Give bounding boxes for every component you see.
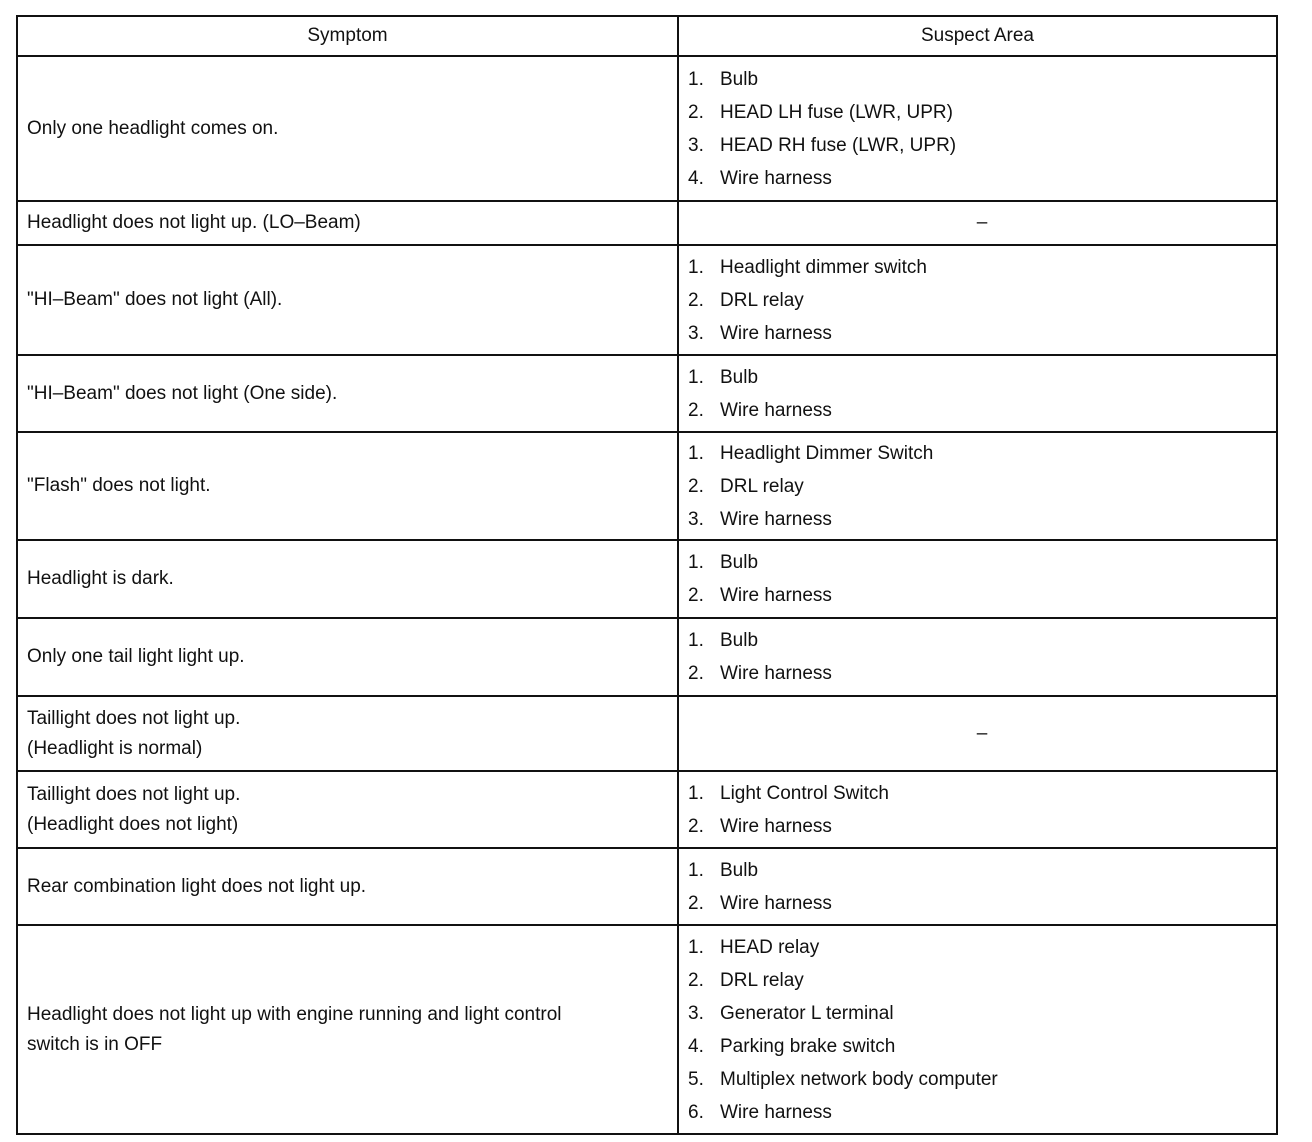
- item-text: Parking brake switch: [720, 1035, 896, 1057]
- none-dash: –: [976, 722, 988, 744]
- table-row: [17, 540, 1277, 618]
- table-body: [17, 56, 1277, 1134]
- suspect-item: [688, 1063, 1276, 1096]
- item-text: HEAD RH fuse (LWR, UPR): [720, 134, 957, 156]
- suspect-area-cell: [678, 540, 1277, 618]
- suspect-area-cell: [678, 618, 1277, 696]
- item-number: 1.: [688, 366, 704, 388]
- suspect-item: [688, 810, 1276, 843]
- symptom-text: Headlight does not light up with engine running and light control: [27, 1003, 562, 1025]
- table-row: [17, 355, 1277, 432]
- suspect-area-cell: [678, 432, 1277, 540]
- suspect-area-cell: [678, 56, 1277, 201]
- suspect-area-cell: [678, 848, 1277, 925]
- symptom-cell: [17, 201, 678, 245]
- table-row: [17, 848, 1277, 925]
- suspect-item: [688, 579, 1276, 612]
- item-number: 1.: [688, 936, 704, 958]
- item-text: Bulb: [720, 552, 759, 573]
- item-text: Bulb: [720, 630, 759, 651]
- suspect-item: [688, 657, 1276, 690]
- suspect-area-cell: [678, 925, 1277, 1134]
- header-symptom: Symptom: [17, 16, 678, 56]
- item-text: Wire harness: [720, 815, 832, 837]
- header-suspect-area: Suspect Area: [678, 16, 1277, 56]
- suspect-item: [688, 284, 1276, 317]
- suspect-item: [688, 546, 1276, 579]
- symptom-cell: [17, 540, 678, 618]
- symptom-text: "Flash" does not light.: [27, 475, 211, 496]
- item-number: 2.: [688, 585, 704, 606]
- item-text: Wire harness: [720, 508, 832, 530]
- item-number: 1.: [688, 442, 704, 464]
- item-number: 1.: [688, 256, 704, 278]
- suspect-item: [688, 854, 1276, 887]
- symptom-text: Only one headlight comes on.: [27, 117, 279, 139]
- table-row: [17, 201, 1277, 245]
- symptom-text: Rear combination light does not light up.: [27, 875, 367, 897]
- symptom-cell: [17, 696, 678, 771]
- item-text: Wire harness: [720, 1101, 832, 1123]
- item-number: 3.: [688, 508, 704, 530]
- item-text: Headlight Dimmer Switch: [720, 442, 934, 464]
- item-number: 6.: [688, 1101, 704, 1123]
- item-number: 5.: [688, 1068, 704, 1090]
- suspect-area-cell: [678, 355, 1277, 432]
- symptom-cell: [17, 848, 678, 925]
- item-number: 3.: [688, 134, 704, 156]
- suspect-item: [688, 964, 1276, 997]
- item-number: 2.: [688, 101, 704, 123]
- item-text: Bulb: [720, 859, 759, 881]
- table-row: [17, 245, 1277, 355]
- item-text: Wire harness: [720, 585, 832, 606]
- symptom-cell: [17, 618, 678, 696]
- item-number: 2.: [688, 969, 704, 991]
- item-number: 2.: [688, 815, 704, 837]
- symptom-text: (Headlight is normal): [27, 737, 203, 759]
- table-row: [17, 56, 1277, 201]
- suspect-item: [688, 394, 1276, 427]
- suspect-item: [688, 96, 1276, 129]
- table-row: [17, 618, 1277, 696]
- item-number: 2.: [688, 475, 704, 497]
- suspect-item: [688, 437, 1276, 470]
- item-text: Wire harness: [720, 663, 832, 684]
- symptom-text: Taillight does not light up.: [27, 783, 241, 805]
- symptom-cell: [17, 56, 678, 201]
- suspect-area-cell: [678, 696, 1277, 771]
- symptom-text: switch is in OFF: [27, 1033, 163, 1055]
- item-text: Wire harness: [720, 167, 832, 189]
- symptom-text: Headlight is dark.: [27, 568, 174, 589]
- item-number: 1.: [688, 630, 704, 651]
- item-number: 2.: [688, 289, 704, 311]
- item-text: Bulb: [720, 68, 759, 90]
- item-number: 2.: [688, 892, 704, 914]
- suspect-item: [688, 317, 1276, 350]
- item-number: 2.: [688, 399, 704, 421]
- suspect-item: [688, 624, 1276, 657]
- item-text: DRL relay: [720, 289, 804, 311]
- suspect-item: [688, 470, 1276, 503]
- table-row: [17, 771, 1277, 848]
- suspect-item: [688, 1030, 1276, 1063]
- table-row: [17, 696, 1277, 771]
- item-number: 1.: [688, 552, 704, 573]
- item-number: 2.: [688, 663, 704, 684]
- suspect-item: [688, 887, 1276, 920]
- item-text: HEAD relay: [720, 936, 820, 958]
- suspect-item: [688, 162, 1276, 195]
- symptom-text: (Headlight does not light): [27, 813, 239, 835]
- suspect-item: [688, 251, 1276, 284]
- suspect-item: [688, 63, 1276, 96]
- suspect-item: [688, 997, 1276, 1030]
- item-number: 3.: [688, 1002, 704, 1024]
- suspect-item: [688, 1096, 1276, 1129]
- symptom-text: Headlight does not light up. (LO–Beam): [27, 212, 361, 233]
- troubleshooting-table: [16, 15, 1278, 1135]
- item-text: Light Control Switch: [720, 782, 889, 804]
- table-row: [17, 432, 1277, 540]
- item-number: 1.: [688, 782, 704, 804]
- suspect-area-cell: [678, 201, 1277, 245]
- item-text: Multiplex network body computer: [720, 1068, 998, 1090]
- suspect-item: [688, 361, 1276, 394]
- symptom-text: "HI–Beam" does not light (All).: [27, 289, 283, 310]
- symptom-text: Taillight does not light up.: [27, 707, 241, 729]
- item-text: DRL relay: [720, 475, 804, 497]
- header-row: [17, 16, 1277, 56]
- item-text: Generator L terminal: [720, 1002, 894, 1024]
- item-text: Bulb: [720, 366, 759, 388]
- item-text: Wire harness: [720, 892, 832, 914]
- item-text: Wire harness: [720, 399, 832, 421]
- item-text: DRL relay: [720, 969, 804, 991]
- item-number: 4.: [688, 1035, 704, 1057]
- suspect-item: [688, 503, 1276, 536]
- item-number: 3.: [688, 322, 704, 344]
- suspect-item: [688, 777, 1276, 810]
- symptom-cell: [17, 771, 678, 848]
- suspect-area-cell: [678, 245, 1277, 355]
- symptom-cell: [17, 925, 678, 1134]
- suspect-area-cell: [678, 771, 1277, 848]
- item-text: HEAD LH fuse (LWR, UPR): [720, 101, 953, 123]
- symptom-cell: [17, 245, 678, 355]
- suspect-item: [688, 129, 1276, 162]
- item-text: Headlight dimmer switch: [720, 256, 927, 278]
- item-number: 1.: [688, 68, 704, 90]
- none-dash: –: [976, 212, 988, 233]
- table-row: [17, 925, 1277, 1134]
- symptom-cell: [17, 355, 678, 432]
- symptom-text: Only one tail light light up.: [27, 646, 245, 667]
- symptom-cell: [17, 432, 678, 540]
- suspect-item: [688, 931, 1276, 964]
- item-number: 1.: [688, 859, 704, 881]
- item-number: 4.: [688, 167, 704, 189]
- symptom-text: "HI–Beam" does not light (One side).: [27, 382, 338, 404]
- item-text: Wire harness: [720, 322, 832, 344]
